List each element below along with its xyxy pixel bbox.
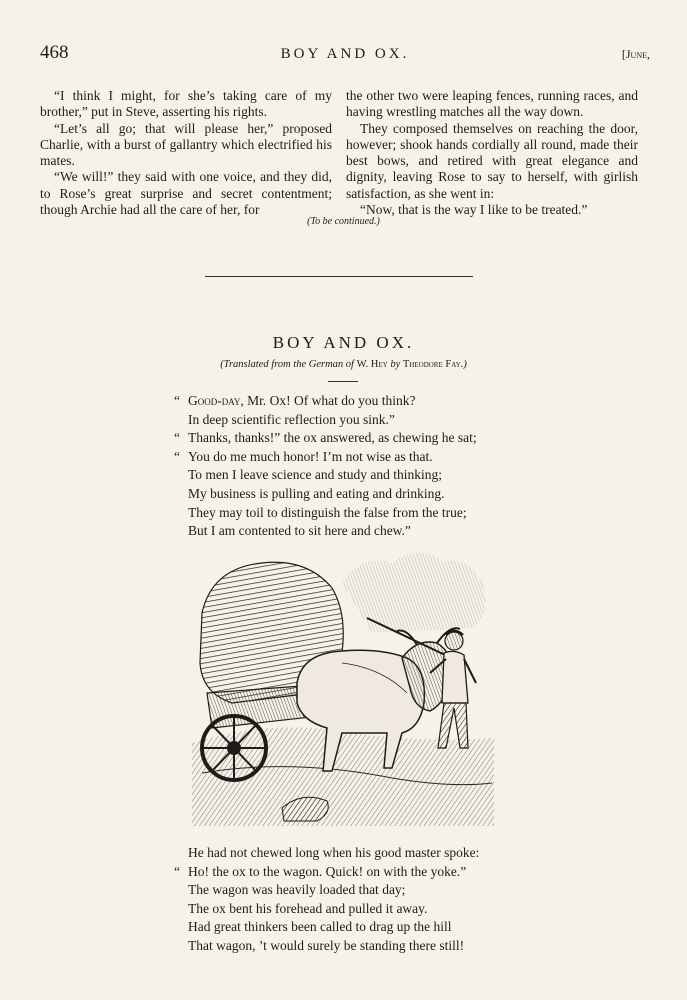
background-trees <box>342 552 485 633</box>
poem-line: My business is pulling and eating and drinking. <box>188 485 445 501</box>
poem-line: That wagon, ’t would surely be standing there still! <box>188 937 465 953</box>
wagon-wheel <box>202 716 266 780</box>
paragraph: “Let’s all go; that will please her,” proposed Charlie, with a burst of gallantry which electrified his mates. <box>40 120 332 169</box>
page-number: 468 <box>40 42 69 63</box>
ox-and-wagon-illustration <box>192 543 494 826</box>
paragraph: the other two were leaping fences, running races, and having wrestling matches all the way down. <box>346 88 638 120</box>
poem-line: “ You do me much honor! I’m not wise as that. <box>174 448 477 467</box>
poem-line: “ Ho! the ox to the wagon. Quick! on with the yoke.” <box>174 863 479 882</box>
left-column <box>40 88 332 218</box>
page-header <box>40 42 650 68</box>
poem-line: In deep scientific reflection you sink.” <box>188 411 395 427</box>
poem-line: The wagon was heavily loaded that day; <box>188 882 406 898</box>
poem-line: To men I leave science and study and thinking; <box>188 467 442 483</box>
continued-note: (To be continued.) <box>307 216 380 227</box>
issue-month: [June, <box>621 47 650 61</box>
translation-credit: (Translated from the German of W. Hey by Theodore Fay.) <box>220 359 467 370</box>
running-title: BOY AND OX. <box>280 46 410 62</box>
poem-line: But I am contented to sit here and chew.” <box>188 523 411 539</box>
paragraph: “We will!” they said with one voice, and they did, to Rose’s great surprise and secret contentment; though Archie had all the care of her, for <box>40 169 332 218</box>
right-column <box>346 88 638 218</box>
poem-line: The ox bent his forehead and pulled it away. <box>188 900 428 916</box>
poem-line: “ Thanks, thanks!” the ox answered, as chewing he sat; <box>174 429 477 448</box>
title-rule <box>328 381 358 382</box>
paragraph: “I think I might, for she’s taking care of my brother,” put in Steve, asserting his rights. <box>40 88 332 120</box>
poem-line: Had great thinkers been called to drag up the hill <box>188 919 452 935</box>
section-divider <box>205 276 473 277</box>
original-author: W. Hey <box>356 359 388 370</box>
poem-title: BOY AND OX. <box>272 333 415 352</box>
poem-stanza-1 <box>174 392 477 541</box>
poem-line: “ Good-day, Mr. Ox! Of what do you think? <box>174 392 477 411</box>
translator: Theodore Fay <box>402 359 461 370</box>
paragraph: “Now, that is the way I like to be treated.” <box>360 202 588 218</box>
poem-stanza-2 <box>174 844 479 956</box>
poem-line: They may toil to distinguish the false from the true; <box>188 504 467 520</box>
poem-line: He had not chewed long when his good master spoke: <box>188 845 480 860</box>
paragraph: They composed themselves on reaching the door, however; shook hands cordially all round, made their best bows, and retired with great elegance and dignity, leaving Rose to say to herself, with girlish satisfaction, as she went in: <box>346 120 638 201</box>
